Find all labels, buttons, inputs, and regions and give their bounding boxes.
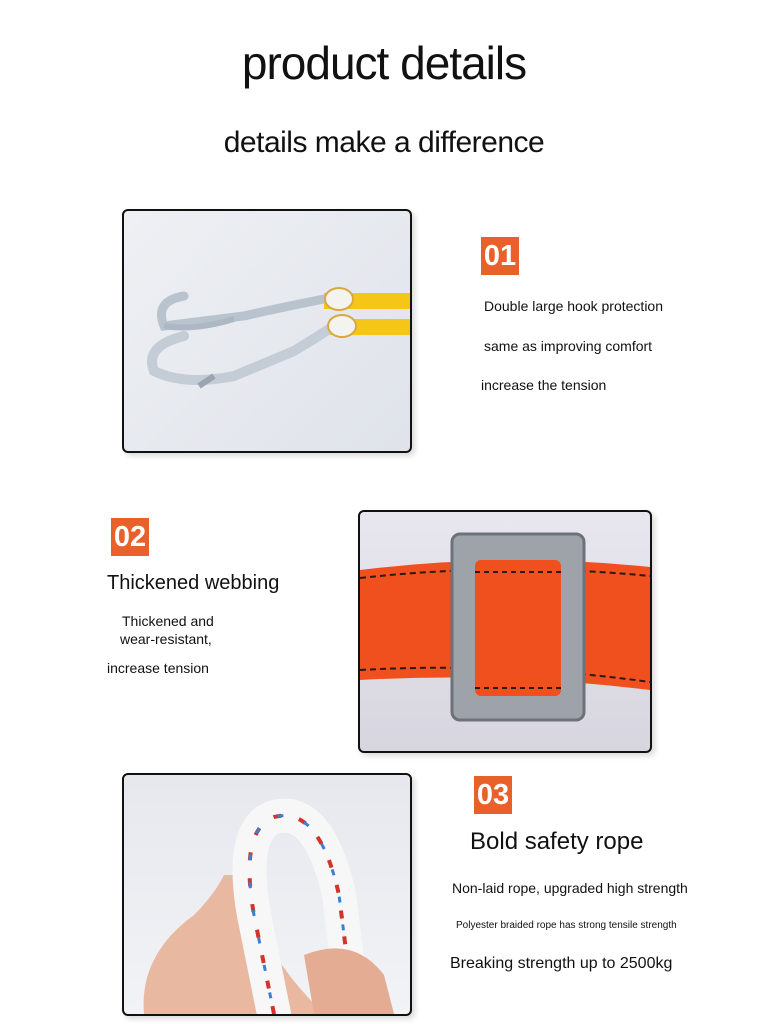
rope-photo xyxy=(122,773,412,1016)
section-heading: Bold safety rope xyxy=(470,828,644,855)
section-number-badge: 02 xyxy=(111,518,149,556)
webbing-illustration xyxy=(360,512,650,751)
section-text-line: Polyester braided rope has strong tensile strength xyxy=(456,920,677,931)
hooks-photo xyxy=(122,209,412,453)
section-text-line: increase the tension xyxy=(481,377,607,393)
section-text-line: increase tension xyxy=(107,660,209,676)
section-heading: Thickened webbing xyxy=(107,572,280,594)
webbing-buckle-photo xyxy=(358,510,652,753)
rope-illustration xyxy=(124,775,410,1014)
section-text-line: wear-resistant, xyxy=(120,631,212,647)
page-title: product details xyxy=(241,37,527,89)
page-subtitle: details make a difference xyxy=(223,126,545,159)
section-text-line: Breaking strength up to 2500kg xyxy=(450,955,673,972)
section-text-line: Double large hook protection xyxy=(484,298,664,314)
section-number-badge: 03 xyxy=(474,776,512,814)
section-number-badge: 01 xyxy=(481,237,519,275)
double-hook-illustration xyxy=(124,211,410,451)
section-text-line: Non-laid rope, upgraded high strength xyxy=(452,880,688,896)
section-text-line: same as improving comfort xyxy=(484,338,653,354)
section-text-line: Thickened and xyxy=(122,613,214,629)
